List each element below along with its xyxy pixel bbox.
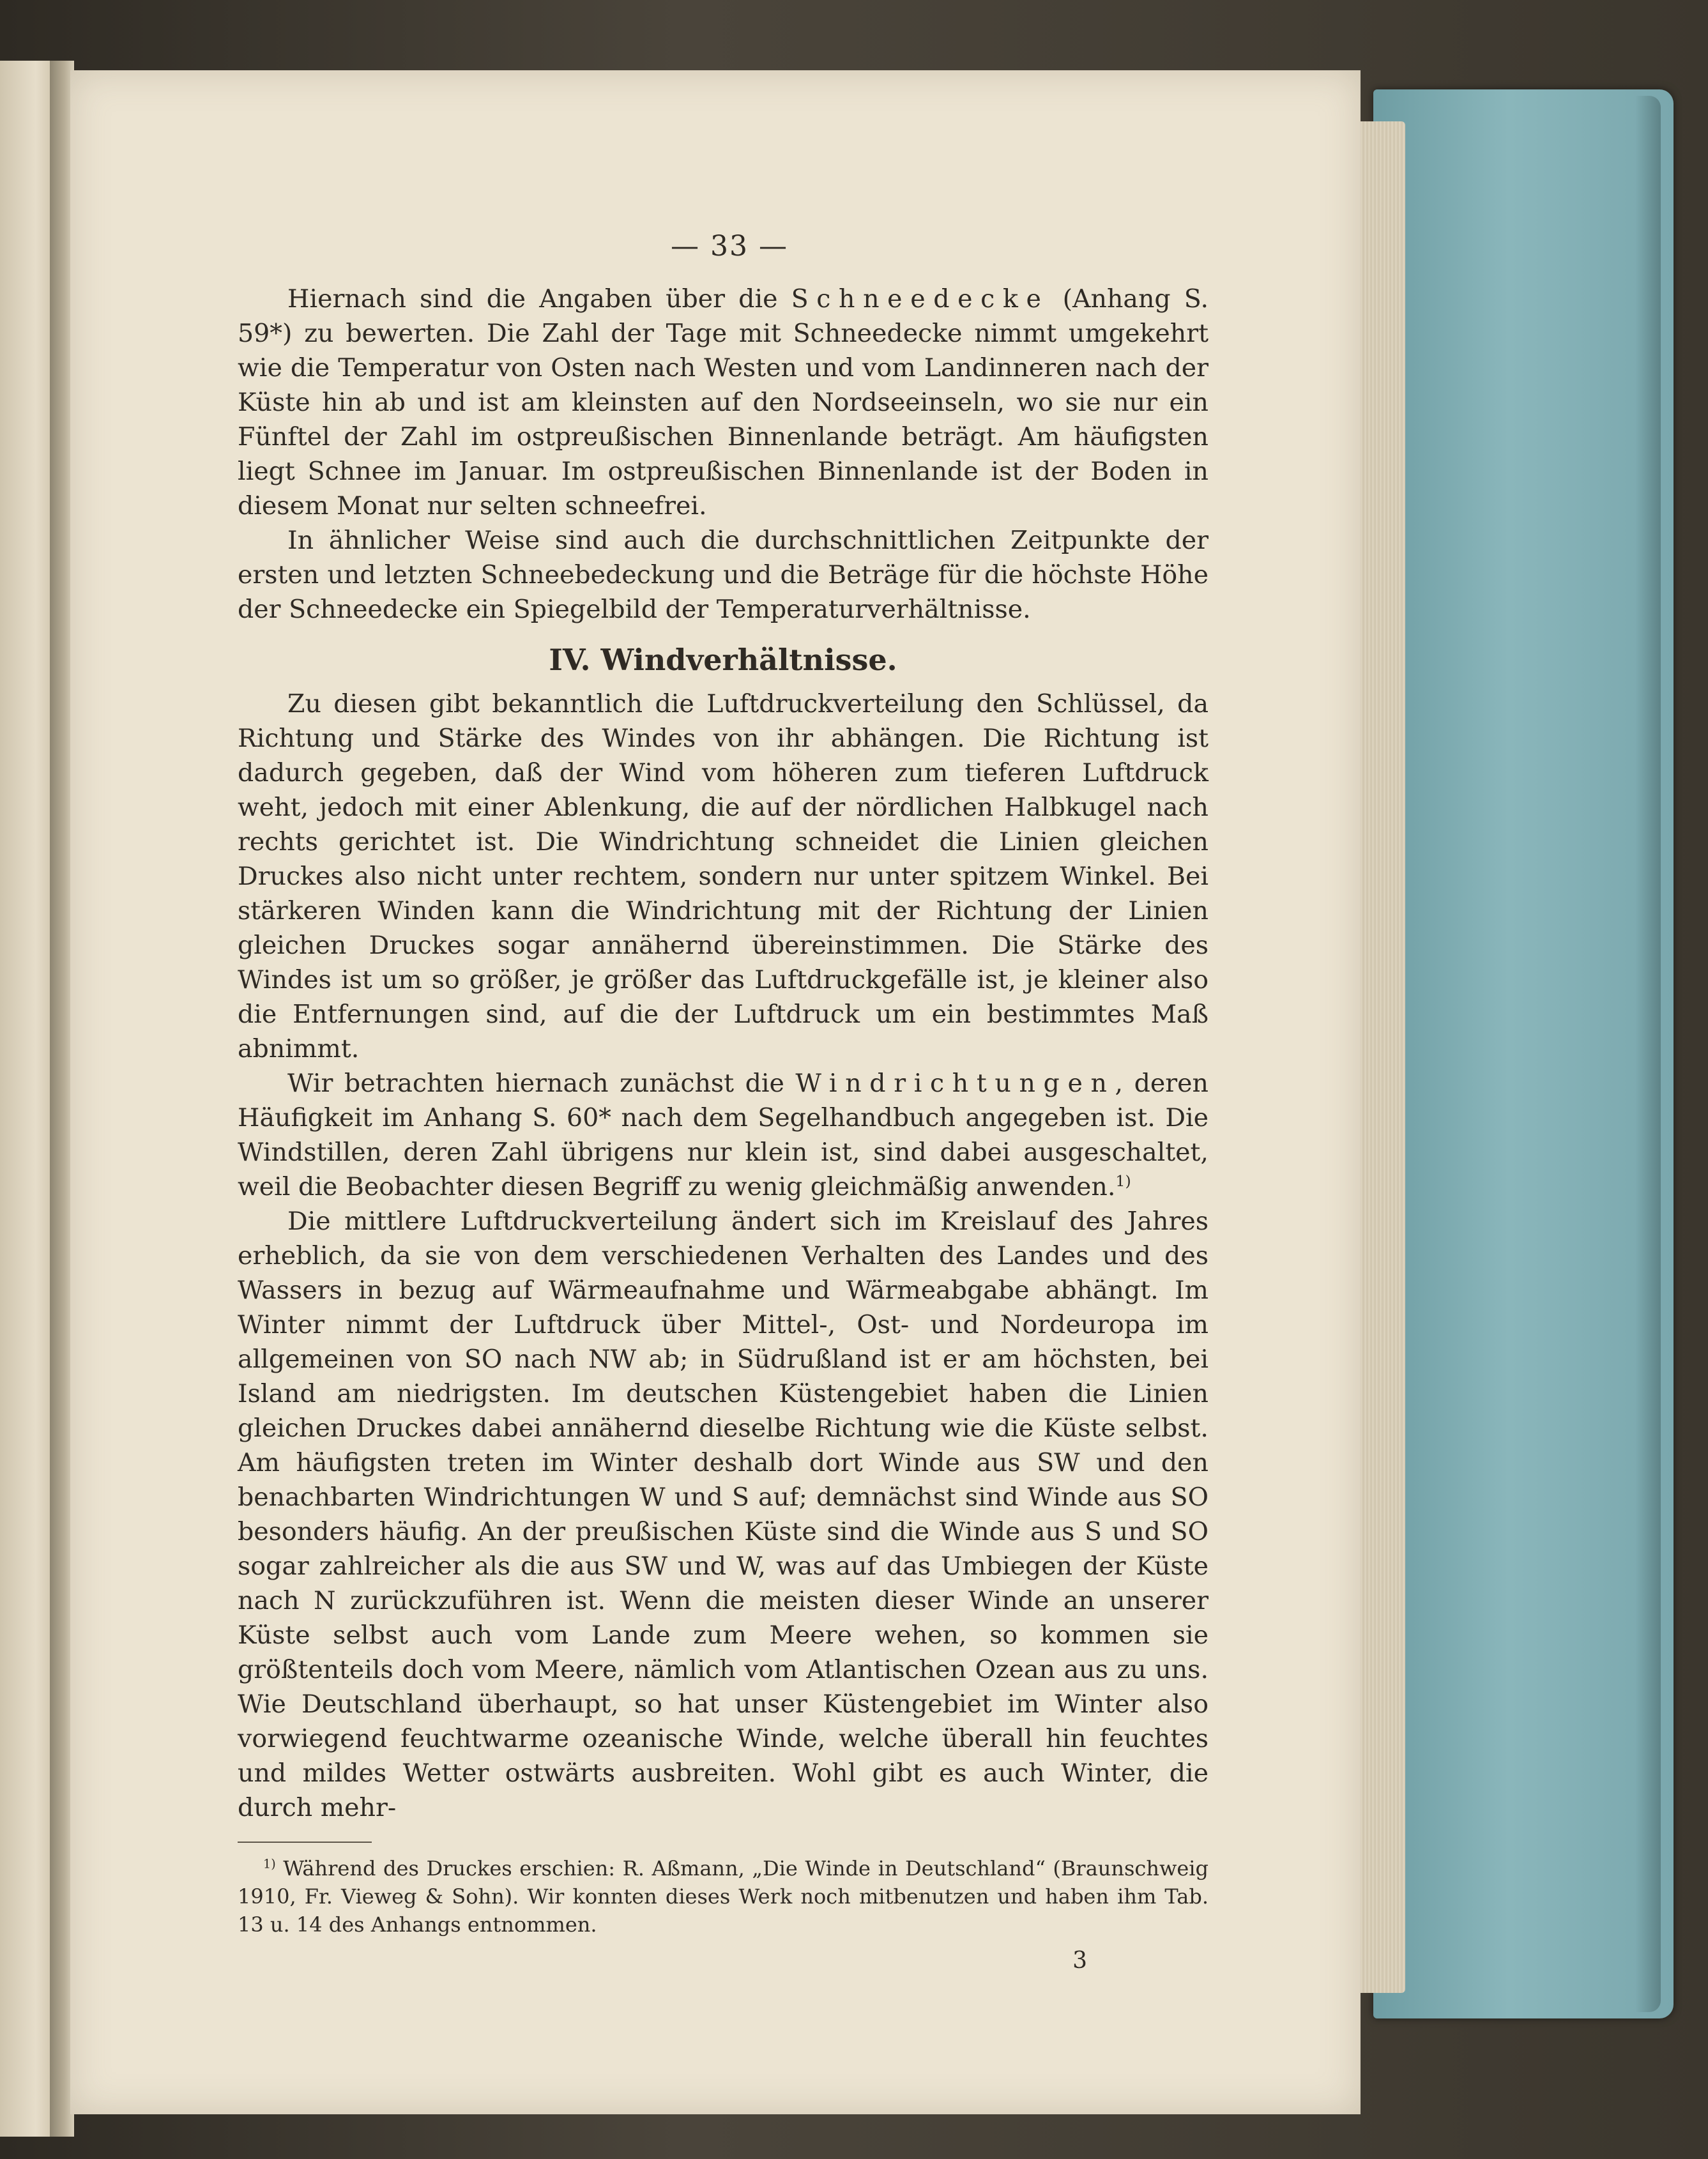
paragraph-text: Zu diesen gibt bekanntlich die Luftdruckverteilung den Schlüssel, da Richtung und Stärke des Windes von ihr abhängen. Die Richtung ist dadurch gegeben, daß der Wind vom höheren zum tieferen Luftdruck weht, jedoch mit einer Ablenkung, die auf der nördlichen Halbkugel nach rechts gerichtet ist. Die Windrichtung schneidet die Linien gleichen Druckes also nicht unter rechtem, sondern nur unter spitzem Winkel. Bei stärkeren Winden kann die Windrichtung mit der Richtung der Linien gleichen Druckes sogar annähernd übereinstimmen. Die Stärke des Windes ist um so größer, je größer das Luftdruckgefälle ist, je kleiner also die Entfernungen sind, auf die der Luftdruck um ein bestimmtes Maß abnimmt. [238,689,1209,1064]
page-text-block [238,230,1209,1974]
paragraph-wind-directions [238,1066,1209,1204]
paragraph-text: Die mittlere Luftdruckverteilung ändert sich im Kreislauf des Jahres erheblich, da sie von dem verschiedenen Verhalten des Landes und des Wassers in bezug auf Wärmeaufnahme und Wärmeabgabe abhängt. Im Winter nimmt der Luftdruck über Mittel-, Ost- und Nordeuropa im allgemeinen von SO nach NW ab; in Südrußland ist er am höchsten, bei Island am niedrigsten. Im deutschen Küstengebiet haben die Linien gleichen Druckes dabei annähernd dieselbe Richtung wie die Küste selbst. Am häufigsten treten im Winter deshalb dort Winde aus SW und den benachbarten Windrichtungen W und S auf; demnächst sind Winde aus SO besonders häufig. An der preußischen Küste sind die Winde aus S und SO sogar zahlreicher als die aus SW und W, was auf das Umbiegen der Küste nach N zurückzuführen ist. Wenn die meisten dieser Winde an unserer Küste selbst auch vom Lande zum Meere wehen, so kommen sie größtenteils doch vom Meere, nämlich vom Atlantischen Ozean aus zu uns. Wie Deutschland überhaupt, so hat unser Küstengebiet im Winter also vorwiegend feuchtwarme ozeanische Winde, welche überall hin feuchtes und mildes Wetter ostwärts ausbreiten. Wohl gibt es auch Winter, die durch mehr- [238,1207,1209,1822]
book-cover [1373,89,1674,2018]
paragraph-text: In ähnlicher Weise sind auch die durchschnittlichen Zeitpunkte der ersten und letzten Schneebedeckung und die Beträge für die höchste Höhe der Schneedecke ein Spiegelbild der Temperaturverhältnisse. [238,526,1209,624]
footnote-divider [238,1842,372,1843]
page-edges [1354,121,1405,1993]
book-cover-shadow [1635,96,1661,2012]
book-page [70,70,1361,2114]
footnote [238,1854,1209,1939]
paragraph-text: (Anhang S. 59*) zu bewerten. Die Zahl der Tage mit Schneedecke nimmt umgekehrt wie die Temperatur von Osten nach Westen und vom Landinneren nach der Küste hin ab und ist am kleinsten auf den Nordseeinseln, wo sie nur ein Fünftel der Zahl im ostpreußischen Binnenlande beträgt. Am häufigsten liegt Schnee im Januar. Im ostpreußischen Binnenlande ist der Boden in diesem Monat nur selten schneefrei. [238,284,1209,521]
signature-mark: 3 [1072,1948,1087,1974]
paragraph-snow-cover [238,282,1209,523]
paragraph-pressure-distribution [238,1204,1209,1825]
footnote-marker: 1) [263,1856,276,1872]
footnote-text: Während des Druckes erschien: R. Aßmann, „Die Winde in Deutschland“ (Braunschweig 1910, Fr. Vieweg & Sohn). Wir konnten dieses Werk noch mitbenutzen und haben ihm Tab. 13 u. 14 des Anhangs entnommen. [238,1856,1209,1937]
paragraph-text: Wir betrachten hiernach zunächst die [287,1069,796,1098]
page-number: — 33 — [671,230,788,263]
section-heading: IV. Windverhältnisse. [549,643,897,677]
paragraph-text: Hiernach sind die Angaben über die [287,284,791,314]
left-page-sliver [0,61,51,2137]
paragraph-snow-dates [238,523,1209,627]
footnote-reference: 1) [1115,1171,1131,1190]
paragraph-text: , deren Häufigkeit im Anhang S. 60* nach dem Segelhandbuch angegeben ist. Die Windstillen, deren Zahl übrigens nur klein ist, sind dabei ausgeschaltet, weil die Beobachter diesen Begriff zu wenig gleichmäßig anwenden. [238,1069,1209,1202]
emphasized-term: Windrichtungen [795,1069,1115,1098]
emphasized-term: Schneedecke [791,284,1049,314]
paragraph-wind-pressure [238,687,1209,1066]
